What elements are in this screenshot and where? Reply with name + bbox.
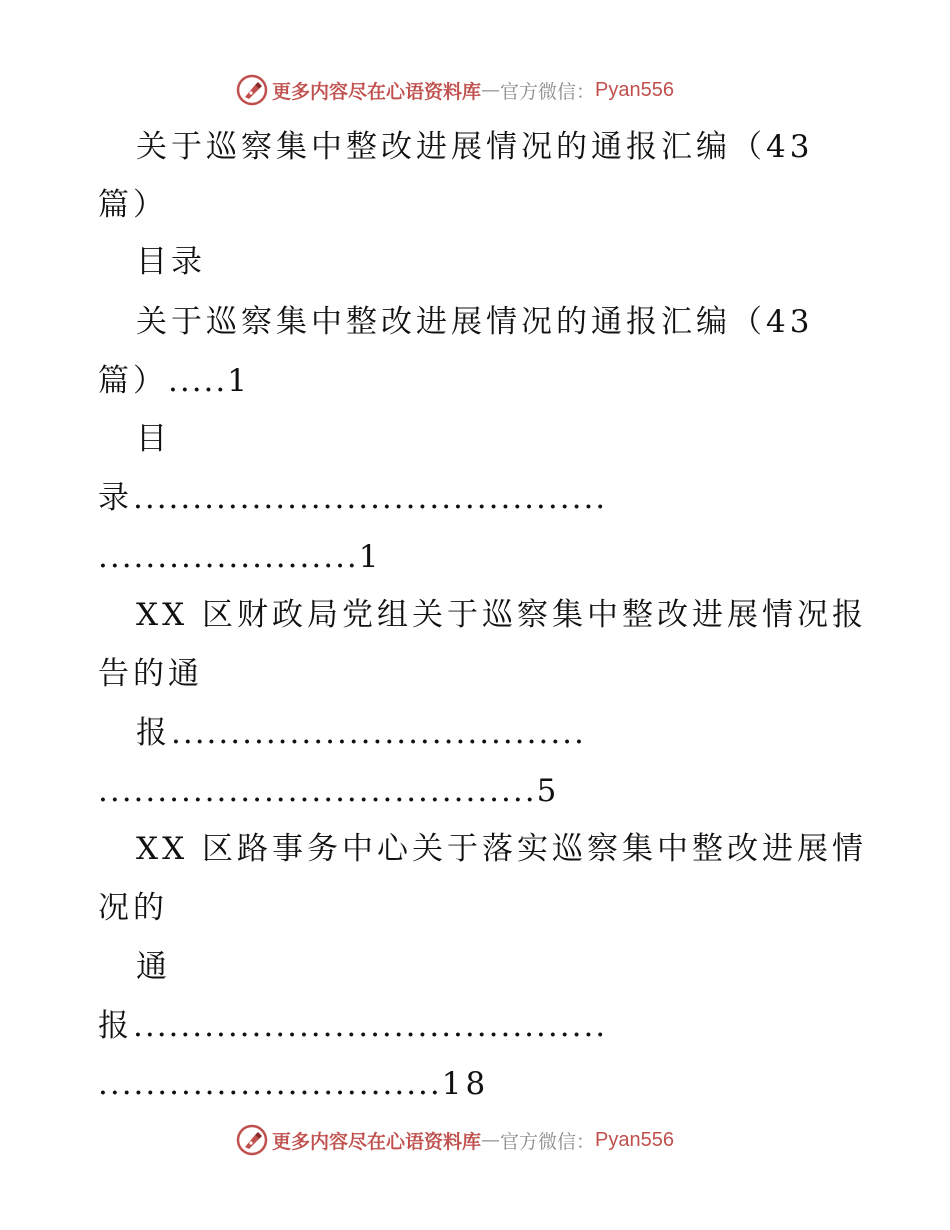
toc-entry-1-leader[interactable]: [98, 361, 251, 401]
pen-nib-logo-icon: [236, 74, 268, 106]
watermark-banner-bottom: [236, 1123, 674, 1157]
toc-entry-3-leader-cont[interactable]: [98, 771, 560, 811]
toc-entry-3-title-cont: 报: [136, 715, 171, 751]
toc-entry-1-dots: .....: [168, 363, 228, 399]
toc-entry-3-leader[interactable]: [136, 713, 586, 753]
document-title-line-2: 篇）: [98, 187, 168, 223]
toc-entry-4-title-line-3[interactable]: 通: [136, 949, 171, 985]
watermark-wechat-label: 官方微信：: [500, 80, 596, 103]
toc-entry-3-dots-cont: .....................................: [98, 773, 537, 809]
toc-entry-2-dots: ........................................: [133, 480, 608, 516]
toc-entry-2-leader-cont[interactable]: [98, 537, 383, 577]
toc-entry-3-page: 5: [536, 773, 561, 809]
toc-entry-1-title-cont: 篇）: [98, 363, 168, 399]
toc-entry-1-title[interactable]: 关于巡察集中整改进展情况的通报汇编（43: [136, 304, 814, 340]
toc-entry-2-title[interactable]: 目: [136, 421, 171, 457]
watermark-separator: —: [481, 1129, 501, 1151]
watermark-separator: —: [481, 79, 501, 101]
toc-entry-4-leader-cont[interactable]: [98, 1064, 489, 1104]
toc-entry-4-title-line-2[interactable]: 况的: [98, 890, 168, 926]
toc-entry-2-dots-cont: ......................: [98, 539, 359, 575]
toc-entry-1-page: 1: [227, 363, 252, 399]
pen-nib-logo-icon: [236, 1124, 268, 1156]
watermark-wechat-id: Pyan556: [595, 78, 674, 101]
toc-entry-3-title[interactable]: XX 区财政局党组关于巡察集中整改进展情况报: [136, 597, 867, 633]
document-title-line-1: 关于巡察集中整改进展情况的通报汇编（43: [136, 129, 814, 165]
watermark-text: 更多内容尽在心语资料库: [272, 80, 482, 103]
toc-entry-4-leader[interactable]: [98, 1006, 607, 1046]
toc-heading: 目录: [136, 244, 206, 280]
toc-entry-3-dots: ...................................: [171, 715, 586, 751]
toc-entry-4-page: 18: [441, 1066, 490, 1102]
toc-entry-4-dots: ........................................: [133, 1008, 608, 1044]
watermark-text: 更多内容尽在心语资料库: [272, 1130, 482, 1153]
toc-entry-2-page: 1: [358, 539, 383, 575]
toc-entry-2-leader[interactable]: [98, 478, 607, 518]
toc-entry-3-title-line-2[interactable]: 告的通: [98, 656, 203, 692]
toc-entry-4-title-cont: 报: [98, 1008, 133, 1044]
watermark-banner-top: [236, 73, 674, 107]
toc-entry-2-title-cont: 录: [98, 480, 133, 516]
toc-entry-4-title[interactable]: XX 区路事务中心关于落实巡察集中整改进展情: [136, 831, 867, 867]
watermark-wechat-id: Pyan556: [595, 1128, 674, 1151]
toc-entry-4-dots-cont: .............................: [98, 1066, 442, 1102]
watermark-wechat-label: 官方微信：: [500, 1130, 596, 1153]
